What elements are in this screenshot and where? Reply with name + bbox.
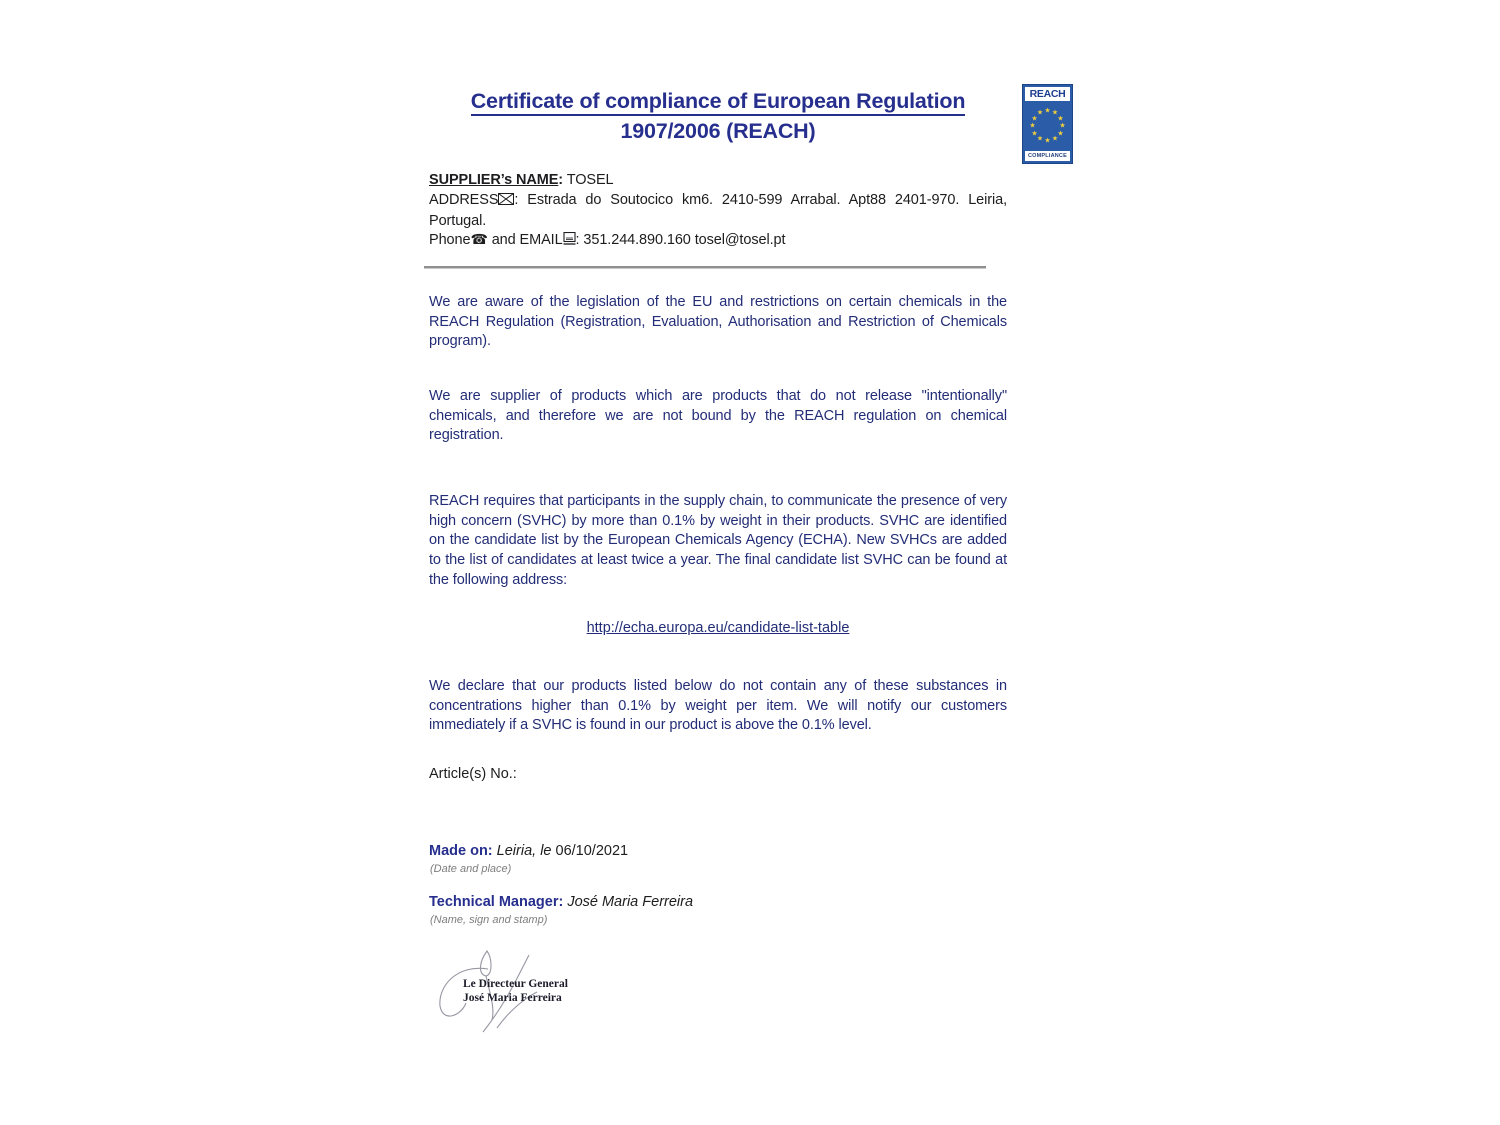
supplier-name-value: TOSEL bbox=[563, 172, 614, 188]
phone-icon: ☎ bbox=[470, 232, 488, 249]
reach-compliance-logo bbox=[1022, 84, 1073, 164]
eu-star-icon: ★ bbox=[1044, 106, 1051, 115]
document-title-line2: 1907/2006 (REACH) bbox=[620, 119, 816, 143]
supplier-block bbox=[429, 171, 1007, 252]
contact-value: : 351.244.890.160 tosel@tosel.pt bbox=[575, 232, 786, 249]
made-on-label: Made on: bbox=[429, 843, 493, 859]
paragraph-awareness: We are aware of the legislation of the EU and restrictions on certain chemicals in the REACH Regulation (Registration, Evaluation, Authorisation and Restriction of Chemicals program). bbox=[429, 294, 1007, 350]
eu-star-icon: ★ bbox=[1051, 108, 1059, 117]
articles-number-label: Article(s) No.: bbox=[429, 766, 517, 782]
stamp-line1: Le Directeur General bbox=[463, 978, 568, 990]
eu-stars bbox=[1025, 101, 1070, 151]
candidate-list-link-line bbox=[429, 620, 1007, 636]
made-on-place: Leiria, le bbox=[492, 843, 552, 859]
eu-star-icon: ★ bbox=[1031, 129, 1038, 137]
eu-star-icon: ★ bbox=[1036, 108, 1044, 117]
name-sign-stamp-note: (Name, sign and stamp) bbox=[430, 914, 548, 926]
eu-star-icon: ★ bbox=[1029, 121, 1036, 130]
envelope-icon bbox=[498, 192, 514, 212]
stamp-line2: José Maria Ferreira bbox=[463, 991, 562, 1004]
made-on-line bbox=[429, 843, 628, 859]
eu-star-icon: ★ bbox=[1057, 114, 1064, 122]
reach-logo-compliance-label: COMPLIANCE bbox=[1025, 151, 1070, 161]
section-divider bbox=[424, 266, 986, 269]
technical-manager-line bbox=[429, 894, 693, 910]
computer-icon bbox=[563, 232, 576, 252]
reach-logo-title: REACH bbox=[1025, 87, 1070, 101]
supplier-name-label: SUPPLIER’s NAME bbox=[429, 172, 559, 188]
supplier-contact-line bbox=[429, 231, 1007, 252]
supplier-address-line bbox=[429, 191, 1007, 232]
eu-star-icon: ★ bbox=[1031, 114, 1038, 122]
phone-label: Phone bbox=[429, 232, 471, 249]
eu-star-icon: ★ bbox=[1057, 129, 1064, 137]
date-place-note: (Date and place) bbox=[430, 863, 512, 875]
paragraph-supplier-statement: We are supplier of products which are products that do not release "intentionally" chemicals, and therefore we are not bound by the REACH regulation on chemical registration. bbox=[429, 388, 1007, 444]
eu-star-icon: ★ bbox=[1044, 136, 1051, 145]
stamp-text bbox=[463, 978, 568, 1005]
paragraph-declaration: We declare that our products listed below do not contain any of these substances in concentrations higher than 0.1% by weight per item. We will notify our customers immediately if a SVHC is found in our product is above the 0.1% level. bbox=[429, 678, 1007, 734]
address-label: ADDRESS bbox=[429, 191, 499, 208]
eu-star-icon: ★ bbox=[1036, 134, 1044, 143]
document-title-line1: Certificate of compliance of European Regulation bbox=[471, 89, 966, 116]
made-on-date: 06/10/2021 bbox=[551, 843, 629, 859]
eu-star-icon: ★ bbox=[1051, 134, 1059, 143]
technical-manager-name: José Maria Ferreira bbox=[563, 894, 694, 910]
technical-manager-label: Technical Manager: bbox=[429, 894, 564, 910]
paragraph-reach-requirements: REACH requires that participants in the supply chain, to communicate the presence of very high concern (SVHC) by more than 0.1% by weight in their products. SVHC are identified on the candidate list by the European Chemicals Agency (ECHA). New SVHCs are added to the list of candidates at least twice a year. The final candidate list SVHC can be found at the following address: bbox=[429, 493, 1007, 588]
signature-area bbox=[435, 948, 575, 1053]
supplier-name-colon: : bbox=[558, 172, 564, 188]
eu-star-icon: ★ bbox=[1059, 121, 1066, 130]
document-title bbox=[429, 86, 1007, 146]
candidate-list-link[interactable]: http://echa.europa.eu/candidate-list-table bbox=[586, 620, 850, 636]
supplier-name-line bbox=[429, 171, 1007, 191]
email-label: and EMAIL bbox=[487, 232, 563, 249]
address-value: : Estrada do Soutocico km6. 2410-599 Arrabal. Apt88 2401-970. Leiria, Portugal. bbox=[429, 191, 1007, 229]
